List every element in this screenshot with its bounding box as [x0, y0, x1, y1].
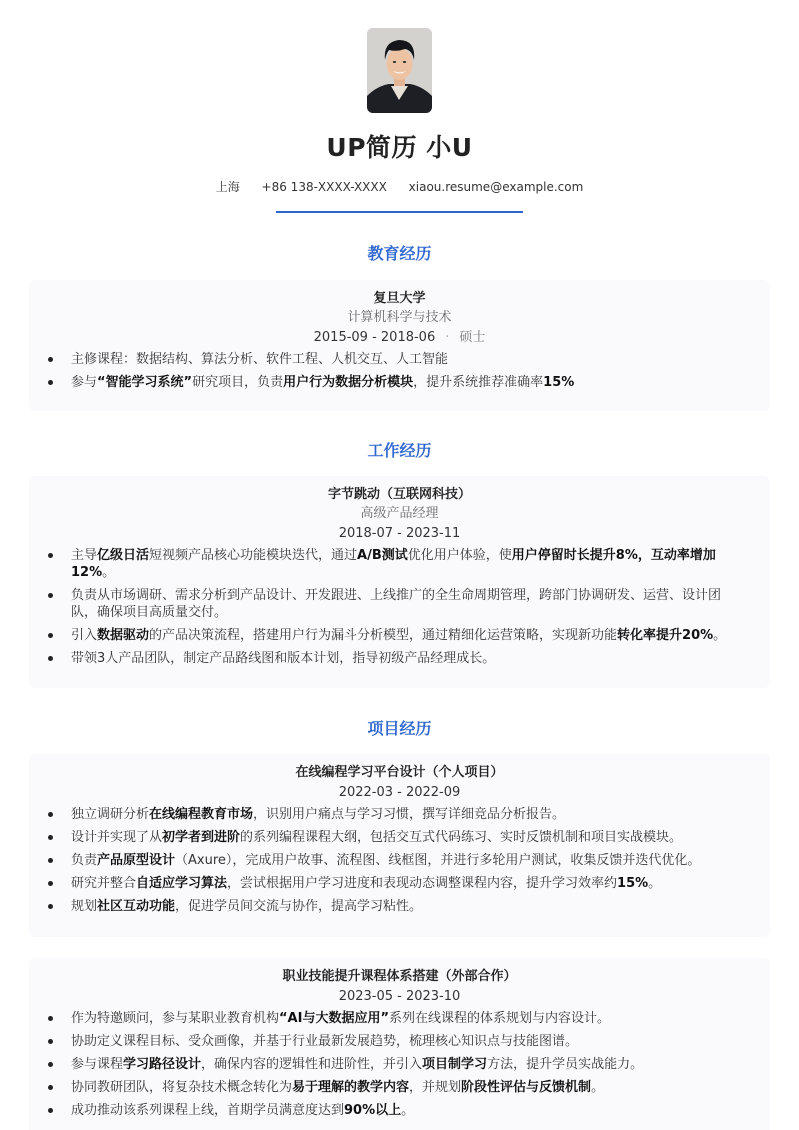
education-card [29, 280, 770, 411]
separator-dot: · [445, 330, 450, 345]
education-bullets [29, 351, 770, 391]
bullet-item: 协同教研团队，将复杂技术概念转化为易于理解的教学内容，并规划阶段性评估与反馈机制。 [45, 1079, 740, 1096]
work-date: 2018-07 - 2023-11 [338, 526, 461, 541]
project-date: 2023-05 - 2023-10 [338, 989, 461, 1004]
bullet-item: 独立调研分析在线编程教育市场，识别用户痛点与学习习惯，撰写详细竞品分析报告。 [45, 806, 740, 823]
bullet-item: 规划社区互动功能，促进学员间交流与协作，提高学习粘性。 [45, 898, 740, 915]
bullet-item: 协助定义课程目标、受众画像，并基于行业最新发展趋势，梳理核心知识点与技能图谱。 [45, 1033, 740, 1050]
project-bullets [29, 806, 770, 915]
job-role: 高级产品经理 [360, 506, 439, 521]
project-bullets [29, 1010, 770, 1119]
bullet-item: 带领3人产品团队，制定产品路线图和版本计划，指导初级产品经理成长。 [45, 650, 740, 667]
bullet-item: 研究并整合自适应学习算法，尝试根据用户学习进度和表现动态调整课程内容，提升学习效率约15%。 [45, 875, 740, 892]
bullet-item: 参与课程学习路径设计，确保内容的逻辑性和进阶性，并引入项目制学习方法，提升学员实战能力。 [45, 1056, 740, 1073]
bullet-item: 引入数据驱动的产品决策流程，搭建用户行为漏斗分析模型，通过精细化运营策略，实现新功能转化率提升20%。 [45, 627, 740, 644]
contact-phone: +86 138-XXXX-XXXX [261, 180, 387, 194]
header-divider [276, 211, 523, 213]
bullet-item: 参与“智能学习系统”研究项目，负责用户行为数据分析模块，提升系统推荐准确率15% [45, 374, 740, 391]
project-card [29, 754, 770, 937]
contact-city: 上海 [215, 180, 240, 194]
bullet-item: 设计并实现了从初学者到进阶的系列编程课程大纲，包括交互式代码练习、实时反馈机制和项目实战模块。 [45, 829, 740, 846]
school-name: 复旦大学 [373, 291, 426, 306]
company-name: 字节跳动（互联网科技） [327, 487, 471, 502]
bullet-item: 负责产品原型设计（Axure），完成用户故事、流程图、线框图，并进行多轮用户测试，收集反馈并迭代优化。 [45, 852, 740, 869]
avatar-photo [367, 28, 432, 113]
contact-email: xiaou.resume@example.com [408, 180, 584, 194]
person-photo-icon [367, 28, 432, 113]
bullet-item: 主导亿级日活短视频产品核心功能模块迭代，通过A/B测试优化用户体验，使用户停留时长提升8%，互动率增加12%。 [45, 547, 740, 581]
section-title-work: 工作经历 [367, 441, 432, 460]
project-date: 2022-03 - 2022-09 [338, 785, 461, 800]
major: 计算机科学与技术 [347, 310, 452, 325]
work-bullets [29, 547, 770, 667]
education-date-row [29, 327, 770, 349]
bullet-item: 作为特邀顾问，参与某职业教育机构“AI与大数据应用”系列在线课程的体系规划与内容设计。 [45, 1010, 740, 1027]
degree: 硕士 [459, 330, 486, 345]
candidate-name: UP简历 小U [326, 133, 473, 162]
project-name: 职业技能提升课程体系搭建（外部合作） [282, 969, 517, 984]
contact-info [0, 178, 799, 195]
project-card [29, 958, 770, 1130]
bullet-item: 成功推动该系列课程上线，首期学员满意度达到90%以上。 [45, 1102, 740, 1119]
bullet-item: 负责从市场调研、需求分析到产品设计、开发跟进、上线推广的全生命周期管理，跨部门协调研发、运营、设计团队，确保项目高质量交付。 [45, 587, 740, 621]
work-card [29, 476, 770, 688]
education-date: 2015-09 - 2018-06 [313, 330, 436, 345]
section-title-education: 教育经历 [367, 244, 432, 263]
project-name: 在线编程学习平台设计（个人项目） [295, 765, 504, 780]
section-title-projects: 项目经历 [367, 719, 432, 738]
bullet-item: 主修课程：数据结构、算法分析、软件工程、人机交互、人工智能 [45, 351, 740, 368]
